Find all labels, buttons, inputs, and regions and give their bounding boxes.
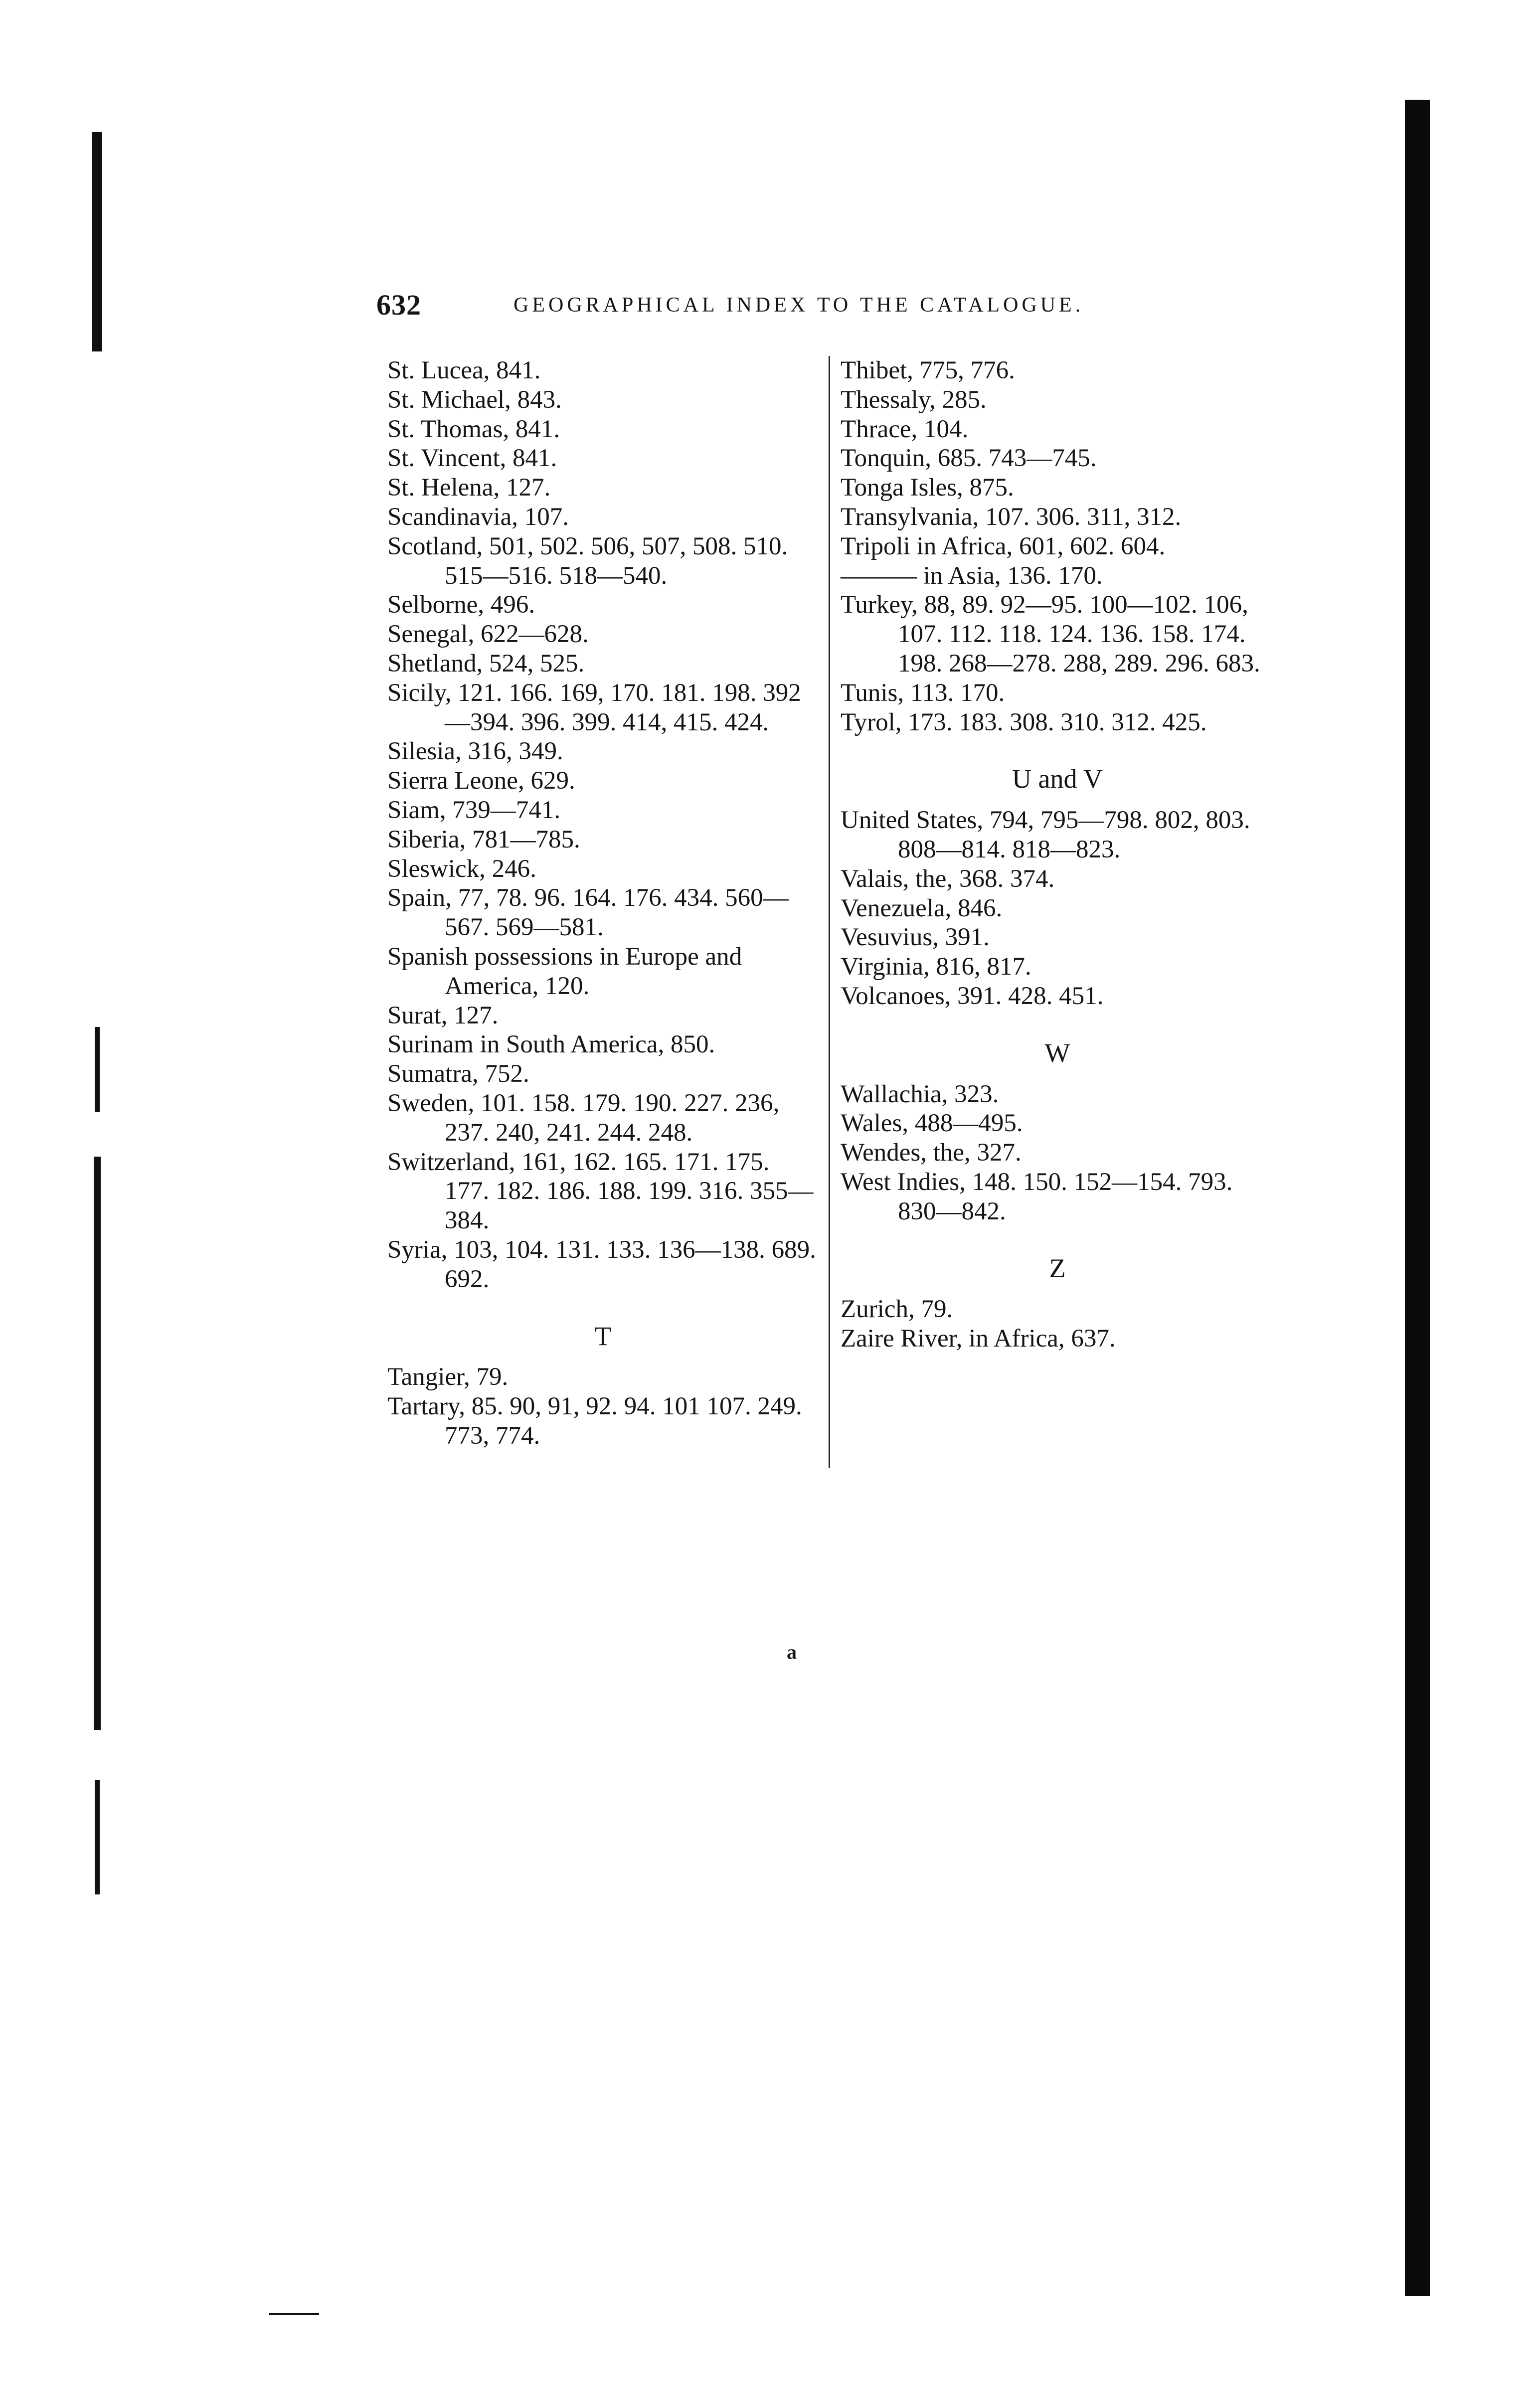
index-entry: Siam, 739—741. bbox=[387, 796, 561, 824]
scan-margin-mark bbox=[92, 132, 102, 351]
scan-margin-mark bbox=[94, 1157, 101, 1730]
index-entry: St. Lucea, 841. bbox=[387, 356, 541, 384]
index-entry: Tangier, 79. bbox=[387, 1363, 509, 1391]
index-entry: Tripoli in Africa, 601, 602. 604. bbox=[841, 532, 1166, 560]
index-entry: Scandinavia, 107. bbox=[387, 503, 569, 531]
index-entry: St. Thomas, 841. bbox=[387, 415, 560, 443]
section-letter: Z bbox=[1049, 1253, 1066, 1283]
index-entry: St. Michael, 843. bbox=[387, 385, 562, 414]
index-entry: Wales, 488—495. bbox=[841, 1109, 1023, 1138]
scan-margin-mark bbox=[269, 2313, 319, 2315]
index-entry: Spanish possessions in Europe and America, 120. bbox=[387, 942, 742, 1000]
index-entry: Surat, 127. bbox=[387, 1001, 499, 1029]
scan-edge-bar bbox=[1405, 100, 1430, 2296]
index-entry: Scotland, 501, 502. 506, 507, 508. 510. 515—516. 518—540. bbox=[387, 532, 788, 590]
index-entry: Switzerland, 161, 162. 165. 171. 175. 177. 182. 186. 188. 199. 316. 355—384. bbox=[387, 1148, 814, 1235]
index-entry: Sicily, 121. 166. 169, 170. 181. 198. 392—394. 396. 399. 414, 415. 424. bbox=[387, 679, 801, 736]
index-entry: Tartary, 85. 90, 91, 92. 94. 101 107. 249. 773, 774. bbox=[387, 1392, 802, 1450]
index-entry: Virginia, 816, 817. bbox=[841, 953, 1031, 981]
scan-margin-mark bbox=[95, 1027, 100, 1112]
index-entry: Shetland, 524, 525. bbox=[387, 649, 585, 678]
right-column bbox=[841, 356, 1274, 1354]
section-letter: W bbox=[1044, 1037, 1070, 1068]
page-header bbox=[376, 288, 1174, 328]
index-entry: Zurich, 79. bbox=[841, 1295, 953, 1324]
index-entry: Thibet, 775, 776. bbox=[841, 356, 1015, 384]
section-letter: U and V bbox=[1012, 764, 1103, 794]
index-section-u-v bbox=[841, 764, 1274, 1011]
page-signature-mark: a bbox=[787, 1641, 797, 1663]
index-entry: Surinam in South America, 850. bbox=[387, 1030, 715, 1059]
index-entry: Thessaly, 285. bbox=[841, 385, 987, 414]
index-entry: Vesuvius, 391. bbox=[841, 923, 990, 952]
index-entry: Wendes, the, 327. bbox=[841, 1139, 1022, 1167]
index-entry: St. Helena, 127. bbox=[387, 474, 551, 502]
index-section-z bbox=[841, 1254, 1274, 1354]
index-entry: Tonga Isles, 875. bbox=[841, 474, 1014, 502]
index-entry: Spain, 77, 78. 96. 164. 176. 434. 560—567. 569—581. bbox=[387, 884, 789, 942]
index-entry: Sweden, 101. 158. 179. 190. 227. 236, 237. 240, 241. 244. 248. bbox=[387, 1089, 780, 1147]
running-title: GEOGRAPHICAL INDEX TO THE CATALOGUE. bbox=[513, 294, 1084, 317]
index-entry: Zaire River, in Africa, 637. bbox=[841, 1325, 1116, 1353]
index-entry: Thrace, 104. bbox=[841, 415, 969, 443]
index-entry: Wallachia, 323. bbox=[841, 1080, 999, 1108]
index-entry: Senegal, 622—628. bbox=[387, 620, 589, 649]
index-section-t bbox=[387, 1322, 819, 1451]
index-entry: Turkey, 88, 89. 92—95. 100—102. 106, 107. 112. 118. 124. 136. 158. 174. 198. 268—278. 288, 289. 296. 683. bbox=[841, 591, 1260, 678]
scan-margin-mark bbox=[95, 1780, 100, 1894]
index-entry: Valais, the, 368. 374. bbox=[841, 864, 1055, 893]
left-column bbox=[387, 356, 819, 1451]
index-entry: Venezuela, 846. bbox=[841, 894, 1003, 922]
index-entry: Volcanoes, 391. 428. 451. bbox=[841, 982, 1104, 1010]
index-entry: Syria, 103, 104. 131. 133. 136—138. 689. 692. bbox=[387, 1235, 816, 1293]
index-entry: Sleswick, 246. bbox=[387, 854, 536, 883]
index-section bbox=[387, 356, 819, 1294]
section-letter: T bbox=[595, 1321, 611, 1351]
index-entry: ——— in Asia, 136. 170. bbox=[841, 561, 1103, 590]
index-entry: West Indies, 148. 150. 152—154. 793. 830—842. bbox=[841, 1168, 1233, 1225]
index-entry: Selborne, 496. bbox=[387, 591, 535, 619]
page-number: 632 bbox=[376, 289, 421, 321]
index-entry: Silesia, 316, 349. bbox=[387, 737, 563, 766]
index-entry: Tonquin, 685. 743—745. bbox=[841, 444, 1097, 473]
index-section bbox=[841, 356, 1274, 737]
index-entry: Tunis, 113. 170. bbox=[841, 679, 1005, 707]
index-entry: Sierra Leone, 629. bbox=[387, 767, 575, 795]
column-divider bbox=[829, 356, 830, 1468]
index-entry: Sumatra, 752. bbox=[387, 1060, 529, 1088]
index-entry: United States, 794, 795—798. 802, 803. 808—814. 818—823. bbox=[841, 806, 1250, 863]
index-section-w bbox=[841, 1038, 1274, 1226]
index-entry: St. Vincent, 841. bbox=[387, 444, 557, 473]
index-entry: Tyrol, 173. 183. 308. 310. 312. 425. bbox=[841, 708, 1207, 736]
index-entry: Siberia, 781—785. bbox=[387, 825, 580, 854]
index-entry: Transylvania, 107. 306. 311, 312. bbox=[841, 503, 1182, 531]
